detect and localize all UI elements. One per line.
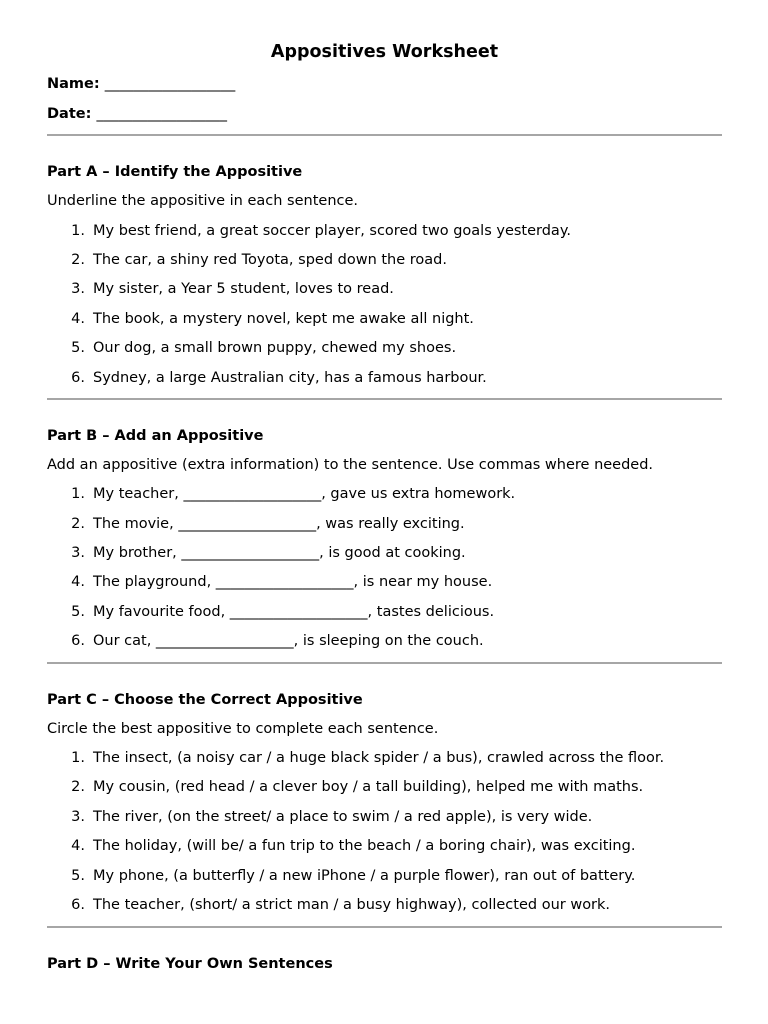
date-label: Date: (47, 106, 92, 122)
item-text: My phone, (a butterfly / a new iPhone / a purple flower), ran out of battery. (93, 868, 636, 884)
item-number: 5. (71, 340, 85, 356)
item-text: The car, a shiny red Toyota, sped down the road. (93, 252, 447, 268)
item-number: 2. (71, 252, 85, 268)
date-blank: __________________ (96, 106, 227, 122)
item-number: 1. (71, 750, 85, 766)
name-blank: __________________ (104, 76, 236, 92)
item-number: 1. (71, 486, 85, 502)
item-number: 4. (71, 574, 85, 590)
item-text: My brother, ___________________, is good at cooking. (93, 545, 466, 561)
item-number: 6. (71, 633, 85, 649)
item-number: 6. (71, 370, 85, 386)
divider (47, 926, 722, 928)
item-number: 3. (71, 281, 85, 297)
item-number: 2. (71, 779, 85, 795)
item-text: The movie, ___________________, was really exciting. (93, 516, 465, 532)
divider (47, 662, 722, 664)
item-text: The river, (on the street/ a place to swim / a red apple), is very wide. (93, 809, 593, 825)
item-text: Our cat, ___________________, is sleeping on the couch. (93, 633, 484, 649)
section-b-instructions: Add an appositive (extra information) to the sentence. Use commas where needed. (47, 457, 654, 473)
item-number: 5. (71, 868, 85, 884)
item-text: My favourite food, ___________________, tastes delicious. (93, 604, 495, 620)
page-title: Appositives Worksheet (270, 42, 499, 62)
item-number: 3. (71, 545, 85, 561)
item-number: 2. (71, 516, 85, 532)
item-text: The playground, ___________________, is near my house. (93, 574, 493, 590)
item-text: Our dog, a small brown puppy, chewed my shoes. (93, 340, 457, 356)
item-text: My cousin, (red head / a clever boy / a tall building), helped me with maths. (93, 779, 644, 795)
item-text: My best friend, a great soccer player, scored two goals yesterday. (93, 223, 571, 239)
item-text: My teacher, ___________________, gave us extra homework. (93, 486, 516, 502)
divider (47, 134, 722, 136)
name-label: Name: (47, 76, 100, 92)
date-field (47, 104, 227, 124)
item-number: 1. (71, 223, 85, 239)
name-field (47, 74, 235, 94)
section-c-title: Part C – Choose the Correct Appositive (47, 692, 363, 708)
item-text: The book, a mystery novel, kept me awake all night. (93, 311, 474, 327)
section-b-title: Part B – Add an Appositive (47, 428, 264, 444)
item-text: The teacher, (short/ a strict man / a busy highway), collected our work. (93, 897, 611, 913)
divider (47, 398, 722, 400)
item-number: 4. (71, 838, 85, 854)
section-d-title: Part D – Write Your Own Sentences (47, 956, 333, 972)
item-text: The insect, (a noisy car / a huge black spider / a bus), crawled across the floor. (93, 750, 665, 766)
item-number: 6. (71, 897, 85, 913)
item-number: 4. (71, 311, 85, 327)
item-number: 5. (71, 604, 85, 620)
item-text: My sister, a Year 5 student, loves to read. (93, 281, 394, 297)
section-a-title: Part A – Identify the Appositive (47, 164, 303, 180)
item-text: Sydney, a large Australian city, has a famous harbour. (93, 370, 487, 386)
section-c-instructions: Circle the best appositive to complete each sentence. (47, 721, 439, 737)
section-a-instructions: Underline the appositive in each sentence. (47, 193, 359, 209)
item-number: 3. (71, 809, 85, 825)
item-text: The holiday, (will be/ a fun trip to the beach / a boring chair), was exciting. (93, 838, 636, 854)
